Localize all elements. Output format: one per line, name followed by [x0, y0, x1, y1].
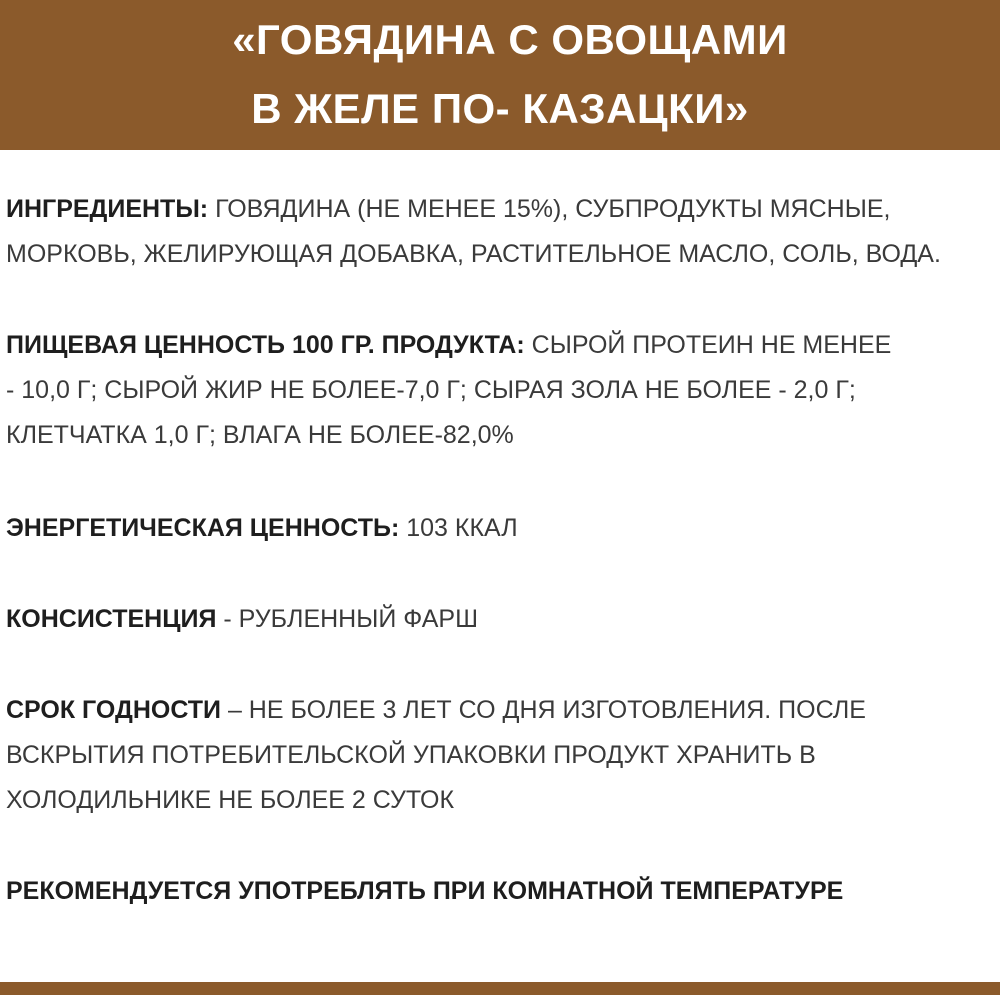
shelf-life-text-2: ВСКРЫТИЯ ПОТРЕБИТЕЛЬСКОЙ УПАКОВКИ ПРОДУКТ ХРАНИТЬ В — [6, 741, 816, 769]
nutrition-line-1 — [6, 323, 991, 368]
energy-label: ЭНЕРГЕТИЧЕСКАЯ ЦЕННОСТЬ: — [6, 514, 400, 542]
ingredients-text-2: МОРКОВЬ, ЖЕЛИРУЮЩАЯ ДОБАВКА, РАСТИТЕЛЬНОЕ МАСЛО, СОЛЬ, ВОДА. — [6, 240, 941, 268]
consistency-label: КОНСИСТЕНЦИЯ — [6, 605, 217, 633]
nutrition-text-3: КЛЕТЧАТКА 1,0 Г; ВЛАГА НЕ БОЛЕЕ-82,0% — [6, 421, 514, 449]
nutrition-section — [6, 323, 991, 458]
shelf-life-line-1 — [6, 688, 991, 733]
ingredients-section — [6, 187, 991, 277]
consistency-section — [6, 597, 991, 642]
energy-value: 103 ККАЛ — [399, 514, 518, 542]
product-title-line-1: «ГОВЯДИНА С ОВОЩАМИ — [232, 16, 788, 63]
title-banner — [0, 0, 1000, 150]
footer-bar — [0, 982, 1000, 995]
ingredients-text-1: ГОВЯДИНА (НЕ МЕНЕЕ 15%), СУБПРОДУКТЫ МЯСНЫЕ, — [208, 195, 891, 223]
consistency-line — [6, 597, 991, 642]
shelf-life-text-1: – НЕ БОЛЕЕ 3 ЛЕТ СО ДНЯ ИЗГОТОВЛЕНИЯ. ПОСЛЕ — [221, 696, 866, 724]
nutrition-label: ПИЩЕВАЯ ЦЕННОСТЬ 100 ГР. ПРОДУКТА: — [6, 331, 525, 359]
recommendation-text: РЕКОМЕНДУЕТСЯ УПОТРЕБЛЯТЬ ПРИ КОМНАТНОЙ ТЕМПЕРАТУРЕ — [6, 877, 844, 905]
energy-section — [6, 506, 991, 551]
ingredients-line-1 — [6, 187, 991, 232]
product-title-line-2: В ЖЕЛЕ ПО- КАЗАЦКИ» — [251, 85, 749, 132]
shelf-life-text-3: ХОЛОДИЛЬНИКЕ НЕ БОЛЕЕ 2 СУТОК — [6, 786, 455, 814]
consistency-value: - РУБЛЕННЫЙ ФАРШ — [216, 605, 479, 633]
shelf-life-label: СРОК ГОДНОСТИ — [6, 696, 221, 724]
nutrition-text-2: - 10,0 Г; СЫРОЙ ЖИР НЕ БОЛЕЕ-7,0 Г; СЫРАЯ ЗОЛА НЕ БОЛЕЕ - 2,0 Г; — [6, 376, 856, 404]
nutrition-text-1: СЫРОЙ ПРОТЕИН НЕ МЕНЕЕ — [524, 331, 892, 359]
energy-line — [6, 506, 991, 551]
ingredients-label: ИНГРЕДИЕНТЫ: — [6, 195, 209, 223]
shelf-life-section — [6, 688, 991, 823]
recommendation-section — [6, 869, 991, 914]
